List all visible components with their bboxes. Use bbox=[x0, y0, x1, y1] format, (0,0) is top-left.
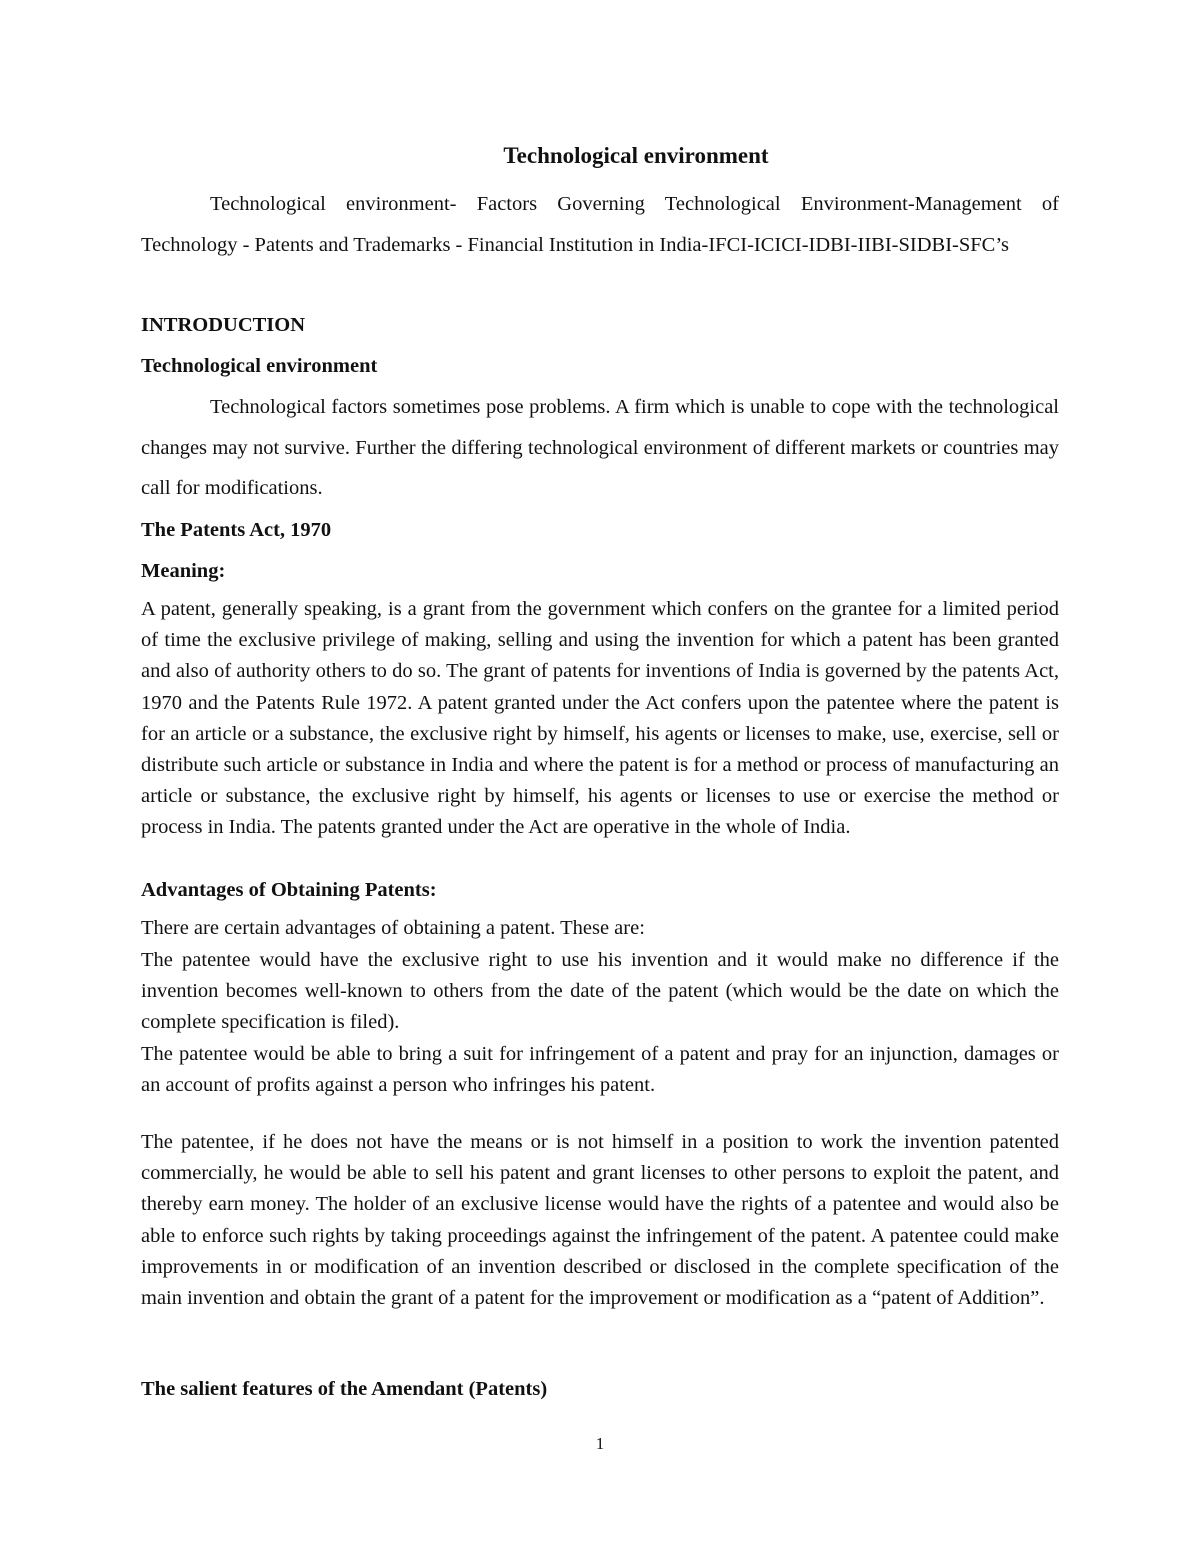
heading-technological-environment: Technological environment bbox=[141, 355, 378, 377]
syllabus-paragraph: Technological environment- Factors Governing Technological Environment-Management of Technology - Patents and Trademarks - Financial Institution in India-IFCI-ICICI-IDBI-IIBI-SIDBI-SFC’s bbox=[141, 193, 1059, 256]
document-title: Technological environment bbox=[503, 143, 769, 168]
meaning-paragraph: A patent, generally speaking, is a grant from the government which confers on the grantee for a limited period of time the exclusive privilege of making, selling and using the invention for which a patent has been granted and also of authority others to do so. The grant of patents for inventions of India is governed by the patents Act, 1970 and the Patents Rule 1972. A patent granted under the Act confers upon the patentee where the patent is for an article or a substance, the exclusive right by himself, his agents or licenses to make, use, exercise, sell or distribute such article or substance in India and where the patent is for a method or process of manufacturing an article or substance, the exclusive right by himself, his agents or licenses to use or exercise the method or process in India. The patents granted under the Act are operative in the whole of India. bbox=[141, 598, 1059, 839]
advantage-paragraph-3: The patentee, if he does not have the means or is not himself in a position to work the invention patented commercially, he would be able to sell his patent and grant licenses to other persons to exploit the patent, and thereby earn money. The holder of an exclusive license would have the rights of a patentee and would also be able to enforce such rights by taking proceedings against the infringement of the patent. A patentee could make improvements in or modification of an invention described or disclosed in the complete specification of the main invention and obtain the grant of a patent for the improvement or modification as a “patent of Addition”. bbox=[141, 1131, 1059, 1310]
page-number: 1 bbox=[595, 1434, 605, 1453]
heading-meaning: Meaning: bbox=[141, 560, 226, 582]
advantages-intro: There are certain advantages of obtaining a patent. These are: bbox=[141, 917, 645, 939]
heading-salient-features: The salient features of the Amendant (Patents) bbox=[141, 1378, 548, 1400]
heading-introduction: INTRODUCTION bbox=[141, 314, 306, 336]
heading-advantages: Advantages of Obtaining Patents: bbox=[141, 879, 437, 901]
technological-environment-paragraph: Technological factors sometimes pose problems. A firm which is unable to cope with the technological changes may not survive. Further the differing technological environment of different markets or countries may call for modifications. bbox=[141, 396, 1059, 499]
advantage-paragraph-2: The patentee would be able to bring a suit for infringement of a patent and pray for an injunction, damages or an account of profits against a person who infringes his patent. bbox=[141, 1043, 1059, 1097]
advantage-paragraph-1: The patentee would have the exclusive right to use his invention and it would make no difference if the invention becomes well-known to others from the date of the patent (which would be the date on which the complete specification is filed). bbox=[141, 949, 1059, 1034]
heading-patents-act: The Patents Act, 1970 bbox=[141, 519, 332, 541]
